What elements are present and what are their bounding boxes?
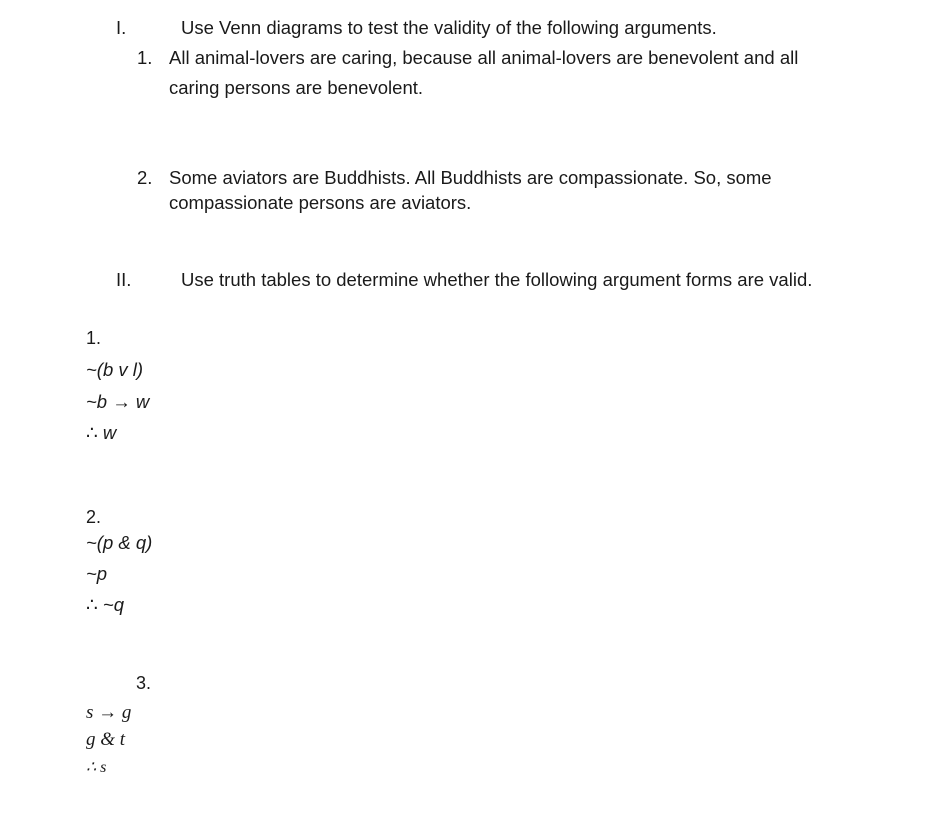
part1-item-2-number: 2. xyxy=(137,167,153,188)
problem-2-conclusion: ∴ ~q xyxy=(86,594,125,615)
part1-heading: Use Venn diagrams to test the validity of the following arguments. xyxy=(181,17,717,38)
problem-2-premise-1: ~(p & q) xyxy=(86,532,153,553)
part1-numeral: I. xyxy=(116,17,127,38)
part1-item-1-line2: caring persons are benevolent. xyxy=(169,77,424,98)
part1-item-2-line2: compassionate persons are aviators. xyxy=(169,192,472,213)
problem-1-premise-1: ~(b v l) xyxy=(86,359,144,380)
problem-3-conclusion: ∴ s xyxy=(86,759,107,776)
part1-item-1-number: 1. xyxy=(137,47,153,68)
part2-heading: Use truth tables to determine whether the following argument forms are valid. xyxy=(181,269,813,290)
problem-3-number: 3. xyxy=(136,673,152,693)
problem-1-premise-2: ~b → w xyxy=(86,391,150,412)
problem-2-number: 2. xyxy=(86,507,102,527)
problem-1-number: 1. xyxy=(86,328,102,348)
problem-2-premise-2: ~p xyxy=(86,563,108,584)
problem-1-conclusion: ∴ w xyxy=(86,422,117,443)
part1-item-2-line1: Some aviators are Buddhists. All Buddhists are compassionate. So, some xyxy=(169,167,772,188)
problem-3-premise-2: g & t xyxy=(86,729,126,750)
part1-item-1-line1: All animal-lovers are caring, because all animal-lovers are benevolent and all xyxy=(169,47,799,68)
problem-3-premise-1: s → g xyxy=(86,702,132,723)
part2-numeral: II. xyxy=(116,269,132,290)
